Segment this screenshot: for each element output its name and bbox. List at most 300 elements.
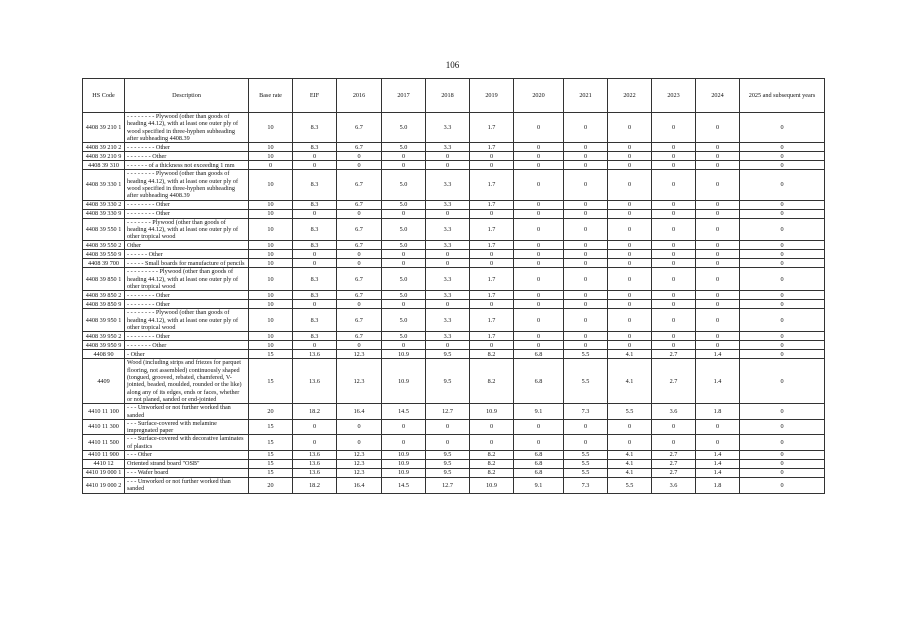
rate-cell: 0 (514, 259, 564, 268)
rate-cell: 1.8 (696, 404, 740, 420)
rate-cell: 13.6 (293, 451, 337, 460)
rate-cell: 0 (652, 332, 696, 341)
rate-cell: 1.7 (470, 241, 514, 250)
rate-cell: 0 (564, 259, 608, 268)
rate-cell: 0 (470, 152, 514, 161)
rate-cell: 4.1 (608, 350, 652, 359)
rate-cell: 0 (608, 309, 652, 332)
rate-cell: 0 (740, 478, 825, 494)
rate-cell: 15 (249, 451, 293, 460)
rate-cell: 6.7 (337, 113, 382, 143)
table-row (83, 200, 825, 209)
rate-cell: 0 (426, 259, 470, 268)
rate-cell: 0 (740, 460, 825, 469)
rate-cell: 0 (337, 419, 382, 435)
rate-cell: 1.7 (470, 200, 514, 209)
table-row (83, 341, 825, 350)
rate-cell: 0 (564, 435, 608, 451)
rate-cell: 12.3 (337, 350, 382, 359)
rate-cell: 0 (564, 241, 608, 250)
hs-code-cell: 4408 39 850 1 (83, 268, 125, 291)
table-row (83, 241, 825, 250)
rate-cell: 6.7 (337, 200, 382, 209)
rate-cell: 0 (514, 170, 564, 200)
description-cell: - - - - - - - - Other (125, 291, 249, 300)
rate-cell: 1.7 (470, 332, 514, 341)
rate-cell: 16.4 (337, 478, 382, 494)
rate-cell: 3.3 (426, 241, 470, 250)
rate-cell: 0 (293, 419, 337, 435)
rate-cell: 12.7 (426, 404, 470, 420)
rate-cell: 0 (514, 291, 564, 300)
rate-cell: 6.7 (337, 170, 382, 200)
rate-cell: 0 (652, 152, 696, 161)
rate-cell: 1.7 (470, 218, 514, 241)
rate-cell: 8.3 (293, 241, 337, 250)
rate-cell: 20 (249, 404, 293, 420)
header-row (83, 79, 825, 113)
rate-cell: 0 (564, 332, 608, 341)
rate-cell: 0 (470, 161, 514, 170)
hs-code-cell: 4410 11 100 (83, 404, 125, 420)
rate-cell: 0 (696, 170, 740, 200)
rate-cell: 8.2 (470, 359, 514, 404)
rate-cell: 20 (249, 478, 293, 494)
rate-cell: 0 (608, 200, 652, 209)
rate-cell: 5.5 (564, 359, 608, 404)
rate-cell: 0 (426, 209, 470, 218)
rate-cell: 12.7 (426, 478, 470, 494)
table-row (83, 209, 825, 218)
rate-cell: 18.2 (293, 478, 337, 494)
rate-cell: 0 (652, 113, 696, 143)
column-header: 2018 (426, 79, 470, 113)
hs-code-cell: 4408 90 (83, 350, 125, 359)
page-number: 106 (445, 60, 460, 70)
rate-cell: 0 (696, 209, 740, 218)
description-cell: Other (125, 241, 249, 250)
column-header: EIF (293, 79, 337, 113)
rate-cell: 0 (740, 350, 825, 359)
rate-cell: 0 (426, 250, 470, 259)
rate-cell: 0 (470, 259, 514, 268)
rate-cell: 0 (514, 161, 564, 170)
rate-cell: 12.3 (337, 359, 382, 404)
table-row (83, 309, 825, 332)
rate-cell: 0 (382, 259, 426, 268)
rate-cell: 8.2 (470, 451, 514, 460)
rate-cell: 15 (249, 469, 293, 478)
column-header: 2025 and subsequent years (740, 79, 825, 113)
table-row (83, 359, 825, 404)
rate-cell: 0 (293, 435, 337, 451)
rate-cell: 15 (249, 435, 293, 451)
description-cell: - - - - - - - Other (125, 341, 249, 350)
rate-cell: 9.5 (426, 359, 470, 404)
rate-cell: 6.8 (514, 460, 564, 469)
rate-cell: 0 (514, 268, 564, 291)
rate-cell: 1.7 (470, 143, 514, 152)
rate-cell: 0 (337, 341, 382, 350)
rate-cell: 0 (652, 241, 696, 250)
rate-cell: 0 (608, 241, 652, 250)
rate-cell: 3.6 (652, 478, 696, 494)
rate-cell: 0 (293, 209, 337, 218)
rate-cell: 0 (514, 143, 564, 152)
rate-cell: 0 (652, 250, 696, 259)
table-row (83, 435, 825, 451)
rate-cell: 10.9 (382, 451, 426, 460)
rate-cell: 0 (740, 435, 825, 451)
hs-code-cell: 4410 11 500 (83, 435, 125, 451)
rate-cell: 12.3 (337, 469, 382, 478)
rate-cell: 0 (470, 419, 514, 435)
rate-cell: 5.0 (382, 143, 426, 152)
rate-cell: 0 (608, 152, 652, 161)
rate-cell: 6.7 (337, 268, 382, 291)
rate-cell: 5.0 (382, 200, 426, 209)
rate-cell: 1.4 (696, 359, 740, 404)
rate-cell: 1.8 (696, 478, 740, 494)
rate-cell: 10 (249, 291, 293, 300)
table-row (83, 170, 825, 200)
rate-cell: 5.0 (382, 268, 426, 291)
hs-code-cell: 4408 39 700 (83, 259, 125, 268)
rate-cell: 2.7 (652, 350, 696, 359)
rate-cell: 0 (696, 113, 740, 143)
rate-cell: 0 (652, 209, 696, 218)
rate-cell: 8.3 (293, 309, 337, 332)
description-cell: - - - - - - - - - Plywood (other than goods of heading 44.12), with at least one outer ply of other tropical wood (125, 268, 249, 291)
column-header: 2022 (608, 79, 652, 113)
rate-cell: 8.3 (293, 113, 337, 143)
rate-cell: 0 (514, 419, 564, 435)
rate-cell: 0 (652, 341, 696, 350)
table-row (83, 113, 825, 143)
rate-cell: 5.5 (608, 478, 652, 494)
rate-cell: 8.3 (293, 218, 337, 241)
rate-cell: 0 (608, 268, 652, 291)
hs-code-cell: 4408 39 210 9 (83, 152, 125, 161)
rate-cell: 0 (740, 451, 825, 460)
rate-cell: 3.3 (426, 113, 470, 143)
rate-cell: 0 (382, 152, 426, 161)
table-row (83, 250, 825, 259)
rate-cell: 15 (249, 350, 293, 359)
rate-cell: 1.7 (470, 291, 514, 300)
rate-cell: 0 (740, 209, 825, 218)
rate-cell: 0 (337, 152, 382, 161)
rate-cell: 0 (740, 332, 825, 341)
rate-cell: 0 (426, 435, 470, 451)
rate-cell: 0 (740, 250, 825, 259)
rate-cell: 0 (564, 209, 608, 218)
rate-cell: 0 (740, 359, 825, 404)
rate-cell: 9.5 (426, 469, 470, 478)
hs-code-cell: 4408 39 210 1 (83, 113, 125, 143)
rate-cell: 0 (470, 209, 514, 218)
rate-cell: 0 (426, 161, 470, 170)
description-cell: - - - - - - of a thickness not exceeding 1 mm (125, 161, 249, 170)
rate-cell: 6.7 (337, 309, 382, 332)
rate-cell: 0 (652, 161, 696, 170)
rate-cell: 0 (608, 435, 652, 451)
rate-cell: 0 (740, 300, 825, 309)
rate-cell: 0 (564, 291, 608, 300)
rate-cell: 0 (652, 170, 696, 200)
rate-cell: 0 (337, 300, 382, 309)
rate-cell: 0 (382, 300, 426, 309)
rate-cell: 0 (608, 209, 652, 218)
description-cell: - - - Wafer board (125, 469, 249, 478)
rate-cell: 0 (652, 309, 696, 332)
rate-cell: 0 (514, 113, 564, 143)
rate-cell: 1.7 (470, 309, 514, 332)
rate-cell: 3.3 (426, 218, 470, 241)
description-cell: - - - - - - - - Plywood (other than goods of heading 44.12), with at least one outer ply of other tropical wood (125, 309, 249, 332)
rate-cell: 6.8 (514, 469, 564, 478)
column-header: Base rate (249, 79, 293, 113)
rate-cell: 3.3 (426, 200, 470, 209)
description-cell: - - - - - - - - Other (125, 332, 249, 341)
column-header: HS Code (83, 79, 125, 113)
rate-cell: 5.5 (564, 469, 608, 478)
rate-cell: 5.0 (382, 309, 426, 332)
rate-cell: 10 (249, 170, 293, 200)
rate-cell: 6.7 (337, 241, 382, 250)
rate-cell: 0 (652, 259, 696, 268)
rate-cell: 10 (249, 300, 293, 309)
rate-cell: 0 (293, 152, 337, 161)
rate-cell: 0 (564, 218, 608, 241)
rate-cell: 4.1 (608, 460, 652, 469)
description-cell: - - - - - Small boards for manufacture of pencils (125, 259, 249, 268)
rate-cell: 10 (249, 332, 293, 341)
rate-cell: 2.7 (652, 460, 696, 469)
rate-cell: 4.1 (608, 451, 652, 460)
description-cell: - - - - - - - - Other (125, 200, 249, 209)
rate-cell: 0 (564, 152, 608, 161)
rate-cell: 10 (249, 250, 293, 259)
rate-cell: 0 (293, 161, 337, 170)
rate-cell: 8.3 (293, 332, 337, 341)
rate-cell: 0 (740, 218, 825, 241)
rate-cell: 10 (249, 143, 293, 152)
rate-cell: 0 (740, 143, 825, 152)
rate-cell: 6.7 (337, 332, 382, 341)
rate-cell: 6.7 (337, 291, 382, 300)
rate-cell: 10.9 (470, 478, 514, 494)
description-cell: - - - - - - - - Other (125, 209, 249, 218)
rate-cell: 12.3 (337, 451, 382, 460)
rate-cell: 3.3 (426, 143, 470, 152)
rate-cell: 0 (564, 200, 608, 209)
rate-cell: 13.6 (293, 359, 337, 404)
rate-cell: 0 (514, 200, 564, 209)
table-row (83, 451, 825, 460)
rate-cell: 10 (249, 200, 293, 209)
rate-cell: 13.6 (293, 469, 337, 478)
rate-cell: 0 (293, 341, 337, 350)
rate-cell: 5.5 (564, 460, 608, 469)
hs-code-cell: 4409 (83, 359, 125, 404)
rate-cell: 0 (652, 143, 696, 152)
rate-cell: 0 (337, 161, 382, 170)
table-row (83, 419, 825, 435)
rate-cell: 3.3 (426, 170, 470, 200)
rate-cell: 14.5 (382, 404, 426, 420)
description-cell: - - - - - - - - Other (125, 300, 249, 309)
rate-cell: 7.3 (564, 404, 608, 420)
rate-cell: 6.8 (514, 350, 564, 359)
table-row (83, 469, 825, 478)
rate-cell: 10.9 (470, 404, 514, 420)
rate-cell: 0 (514, 341, 564, 350)
rate-cell: 10 (249, 241, 293, 250)
rate-cell: 0 (740, 113, 825, 143)
rate-cell: 0 (696, 341, 740, 350)
rate-cell: 13.6 (293, 460, 337, 469)
rate-cell: 10 (249, 113, 293, 143)
hs-code-cell: 4410 11 300 (83, 419, 125, 435)
rate-cell: 3.3 (426, 291, 470, 300)
rate-cell: 10.9 (382, 460, 426, 469)
rate-cell: 9.5 (426, 451, 470, 460)
tariff-schedule-table (82, 78, 825, 494)
rate-cell: 5.0 (382, 241, 426, 250)
rate-cell: 9.5 (426, 460, 470, 469)
rate-cell: 0 (426, 300, 470, 309)
rate-cell: 0 (608, 218, 652, 241)
hs-code-cell: 4408 39 950 1 (83, 309, 125, 332)
rate-cell: 6.7 (337, 218, 382, 241)
column-header: 2019 (470, 79, 514, 113)
description-cell: - - - - - - - Other (125, 152, 249, 161)
rate-cell: 0 (564, 113, 608, 143)
rate-cell: 3.3 (426, 309, 470, 332)
rate-cell: 8.3 (293, 291, 337, 300)
hs-code-cell: 4408 39 950 2 (83, 332, 125, 341)
rate-cell: 0 (608, 113, 652, 143)
rate-cell: 0 (608, 250, 652, 259)
rate-cell: 1.4 (696, 460, 740, 469)
rate-cell: 0 (652, 291, 696, 300)
rate-cell: 0 (652, 200, 696, 209)
rate-cell: 0 (426, 152, 470, 161)
rate-cell: 10 (249, 259, 293, 268)
rate-cell: 1.7 (470, 170, 514, 200)
rate-cell: 0 (696, 332, 740, 341)
rate-cell: 0 (652, 419, 696, 435)
rate-cell: 0 (514, 218, 564, 241)
rate-cell: 0 (564, 268, 608, 291)
rate-cell: 10.9 (382, 469, 426, 478)
description-cell: - - - Unworked or not further worked than sanded (125, 478, 249, 494)
rate-cell: 0 (696, 241, 740, 250)
rate-cell: 0 (564, 143, 608, 152)
table-row (83, 152, 825, 161)
rate-cell: 0 (608, 419, 652, 435)
hs-code-cell: 4408 39 950 9 (83, 341, 125, 350)
rate-cell: 0 (696, 218, 740, 241)
rate-cell: 0 (470, 250, 514, 259)
rate-cell: 0 (696, 268, 740, 291)
rate-cell: 0 (608, 341, 652, 350)
rate-cell: 0 (608, 332, 652, 341)
rate-cell: 0 (740, 200, 825, 209)
hs-code-cell: 4410 12 (83, 460, 125, 469)
rate-cell: 0 (696, 143, 740, 152)
rate-cell: 3.3 (426, 268, 470, 291)
rate-cell: 0 (337, 209, 382, 218)
rate-cell: 12.3 (337, 460, 382, 469)
rate-cell: 0 (608, 143, 652, 152)
rate-cell: 15 (249, 419, 293, 435)
rate-cell: 0 (337, 435, 382, 451)
hs-code-cell: 4410 19 000 1 (83, 469, 125, 478)
rate-cell: 0 (382, 209, 426, 218)
rate-cell: 6.8 (514, 451, 564, 460)
rate-cell: 0 (696, 309, 740, 332)
rate-cell: 8.3 (293, 268, 337, 291)
rate-cell: 10 (249, 209, 293, 218)
rate-cell: 0 (696, 291, 740, 300)
rate-cell: 0 (514, 332, 564, 341)
rate-cell: 4.1 (608, 359, 652, 404)
rate-cell: 10 (249, 309, 293, 332)
column-header: 2021 (564, 79, 608, 113)
column-header: 2016 (337, 79, 382, 113)
column-header: 2020 (514, 79, 564, 113)
rate-cell: 0 (696, 161, 740, 170)
hs-code-cell: 4408 39 850 2 (83, 291, 125, 300)
rate-cell: 6.8 (514, 359, 564, 404)
rate-cell: 0 (382, 341, 426, 350)
rate-cell: 0 (740, 419, 825, 435)
rate-cell: 0 (608, 259, 652, 268)
table-row (83, 404, 825, 420)
rate-cell: 0 (740, 152, 825, 161)
table-row (83, 300, 825, 309)
description-cell: - - - Unworked or not further worked than sanded (125, 404, 249, 420)
hs-code-cell: 4408 39 330 2 (83, 200, 125, 209)
rate-cell: 0 (426, 419, 470, 435)
description-cell: - - - Other (125, 451, 249, 460)
rate-cell: 0 (564, 161, 608, 170)
hs-code-cell: 4408 39 330 9 (83, 209, 125, 218)
table-row (83, 161, 825, 170)
column-header: Description (125, 79, 249, 113)
rate-cell: 0 (696, 152, 740, 161)
rate-cell: 8.3 (293, 143, 337, 152)
rate-cell: 0 (514, 241, 564, 250)
rate-cell: 2.7 (652, 451, 696, 460)
rate-cell: 0 (514, 152, 564, 161)
rate-cell: 0 (608, 291, 652, 300)
rate-cell: 1.7 (470, 268, 514, 291)
rate-cell: 0 (696, 250, 740, 259)
rate-cell: 18.2 (293, 404, 337, 420)
rate-cell: 0 (564, 300, 608, 309)
rate-cell: 1.4 (696, 451, 740, 460)
rate-cell: 4.1 (608, 469, 652, 478)
table-row (83, 478, 825, 494)
rate-cell: 9.1 (514, 478, 564, 494)
rate-cell: 0 (382, 250, 426, 259)
hs-code-cell: 4408 39 550 2 (83, 241, 125, 250)
rate-cell: 0 (564, 341, 608, 350)
rate-cell: 0 (514, 300, 564, 309)
